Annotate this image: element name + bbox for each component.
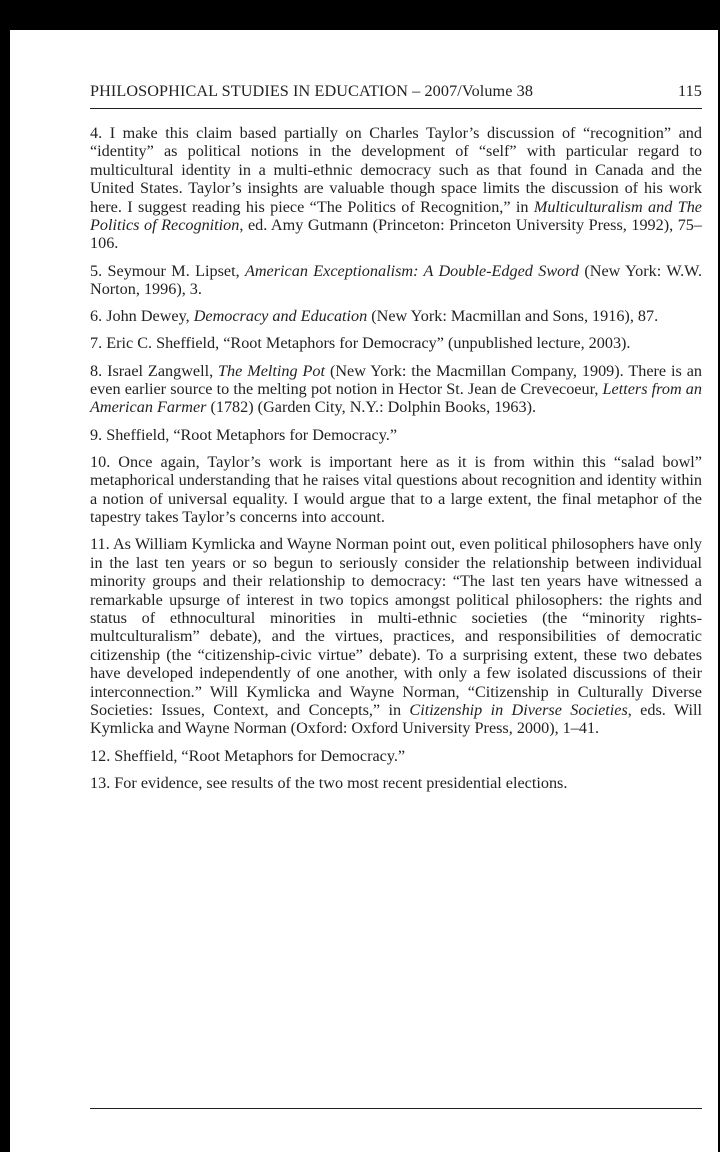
- endnote: [90, 334, 702, 352]
- endnote: [90, 362, 702, 417]
- endnote-text: 10. Once again, Taylor’s work is important here as it is from within this “salad bowl” metaphorical understanding that he raises vital questions about recognition and identity within a notion of universal equality. I would argue that to a large extent, the final metaphor of the tapestry takes Taylor’s concerns into account.: [90, 452, 702, 527]
- endnote-italic-title: Democracy and Education: [193, 307, 368, 326]
- endnote-italic-title: Citizenship in Diverse Societies: [409, 700, 628, 719]
- endnote: [90, 124, 702, 253]
- endnote-text: 12. Sheffield, “Root Metaphors for Democracy.”: [90, 746, 406, 765]
- endnote: [90, 426, 702, 444]
- endnote-italic-title: The Melting Pot: [218, 361, 326, 380]
- running-title: PHILOSOPHICAL STUDIES IN EDUCATION – 2007/Volume 38: [90, 82, 534, 100]
- endnote-text: 7. Eric C. Sheffield, “Root Metaphors for Democracy” (unpublished lecture, 2003).: [90, 334, 631, 353]
- endnote: [90, 535, 702, 737]
- endnote-text: (New York: Macmillan and Sons, 1916), 87.: [367, 307, 659, 326]
- endnote-text: 4. I make this claim based partially on Charles Taylor’s discussion of “recognition” and “identity” as political notions in the development of “self” with particular regard to multicultural identity in a multi-ethnic democracy such as that found in Canada and the United States. Taylor’s insights are valuable though space limits the discussion of his work here. I suggest reading his piece “The Politics of Recognition,” in: [90, 124, 702, 216]
- endnote: [90, 774, 702, 792]
- endnote-italic-title: Multiculturalism and The Politics of Recognition: [90, 197, 702, 235]
- endnote-text: 8. Israel Zangwell,: [90, 361, 219, 380]
- endnote-text: (1782) (Garden City, N.Y.: Dolphin Books, 1963).: [206, 398, 537, 417]
- endnote-text: 6. John Dewey,: [90, 307, 194, 326]
- endnote-text: 5. Seymour M. Lipset,: [90, 261, 245, 280]
- endnote-text: 11. As William Kymlicka and Wayne Norman point out, even political philosophers have only in the last ten years or so begun to seriously consider the relationship between individual minority groups and their relationship to democracy: “The last ten years have witnessed a remarkable upsurge of interest in two topics amongst political philosophers: the rights and status of ethnocultural minorities in multi-ethnic societies (the “minority rights-multculturalism” debate), and the virtues, practices, and responsibilities of democratic citizenship (the “citizenship-civic virtue” debate). To a surprising extent, these two debates have developed independently of one another, with only a few isolated discussions of their interconnection.” Will Kymlicka and Wayne Norman, “Citizenship in Culturally Diverse Societies: Issues, Context, and Concepts,” in: [90, 535, 702, 719]
- endnote-italic-title: American Exceptionalism: A Double-Edged Sword: [244, 261, 580, 280]
- endnote-text: 13. For evidence, see results of the two most recent presidential elections.: [90, 773, 568, 792]
- endnote: [90, 453, 702, 527]
- document-page: [10, 30, 718, 1152]
- endnotes-list: [90, 124, 702, 801]
- page-number: 115: [678, 82, 702, 100]
- endnote-italic-title: Letters from an American Farmer: [90, 380, 702, 417]
- endnote-text: 9. Sheffield, “Root Metaphors for Democracy.”: [90, 425, 398, 444]
- endnote: [90, 747, 702, 765]
- footer-rule: [90, 1108, 702, 1109]
- endnote-text: (New York: the Macmillan Company, 1909). There is an even earlier source to the melting pot notion in Hector St. Jean de Crevecoeur,: [90, 361, 703, 399]
- running-header: [90, 82, 702, 109]
- endnote-text: (New York: W.W. Norton, 1996), 3.: [90, 261, 702, 299]
- endnote-text: , ed. Amy Gutmann (Princeton: Princeton University Press, 1992), 75–106.: [90, 216, 702, 253]
- endnote-text: , eds. Will Kymlicka and Wayne Norman (Oxford: Oxford University Press, 2000), 1–41.: [90, 700, 702, 738]
- endnote: [90, 307, 702, 325]
- endnote: [90, 262, 702, 299]
